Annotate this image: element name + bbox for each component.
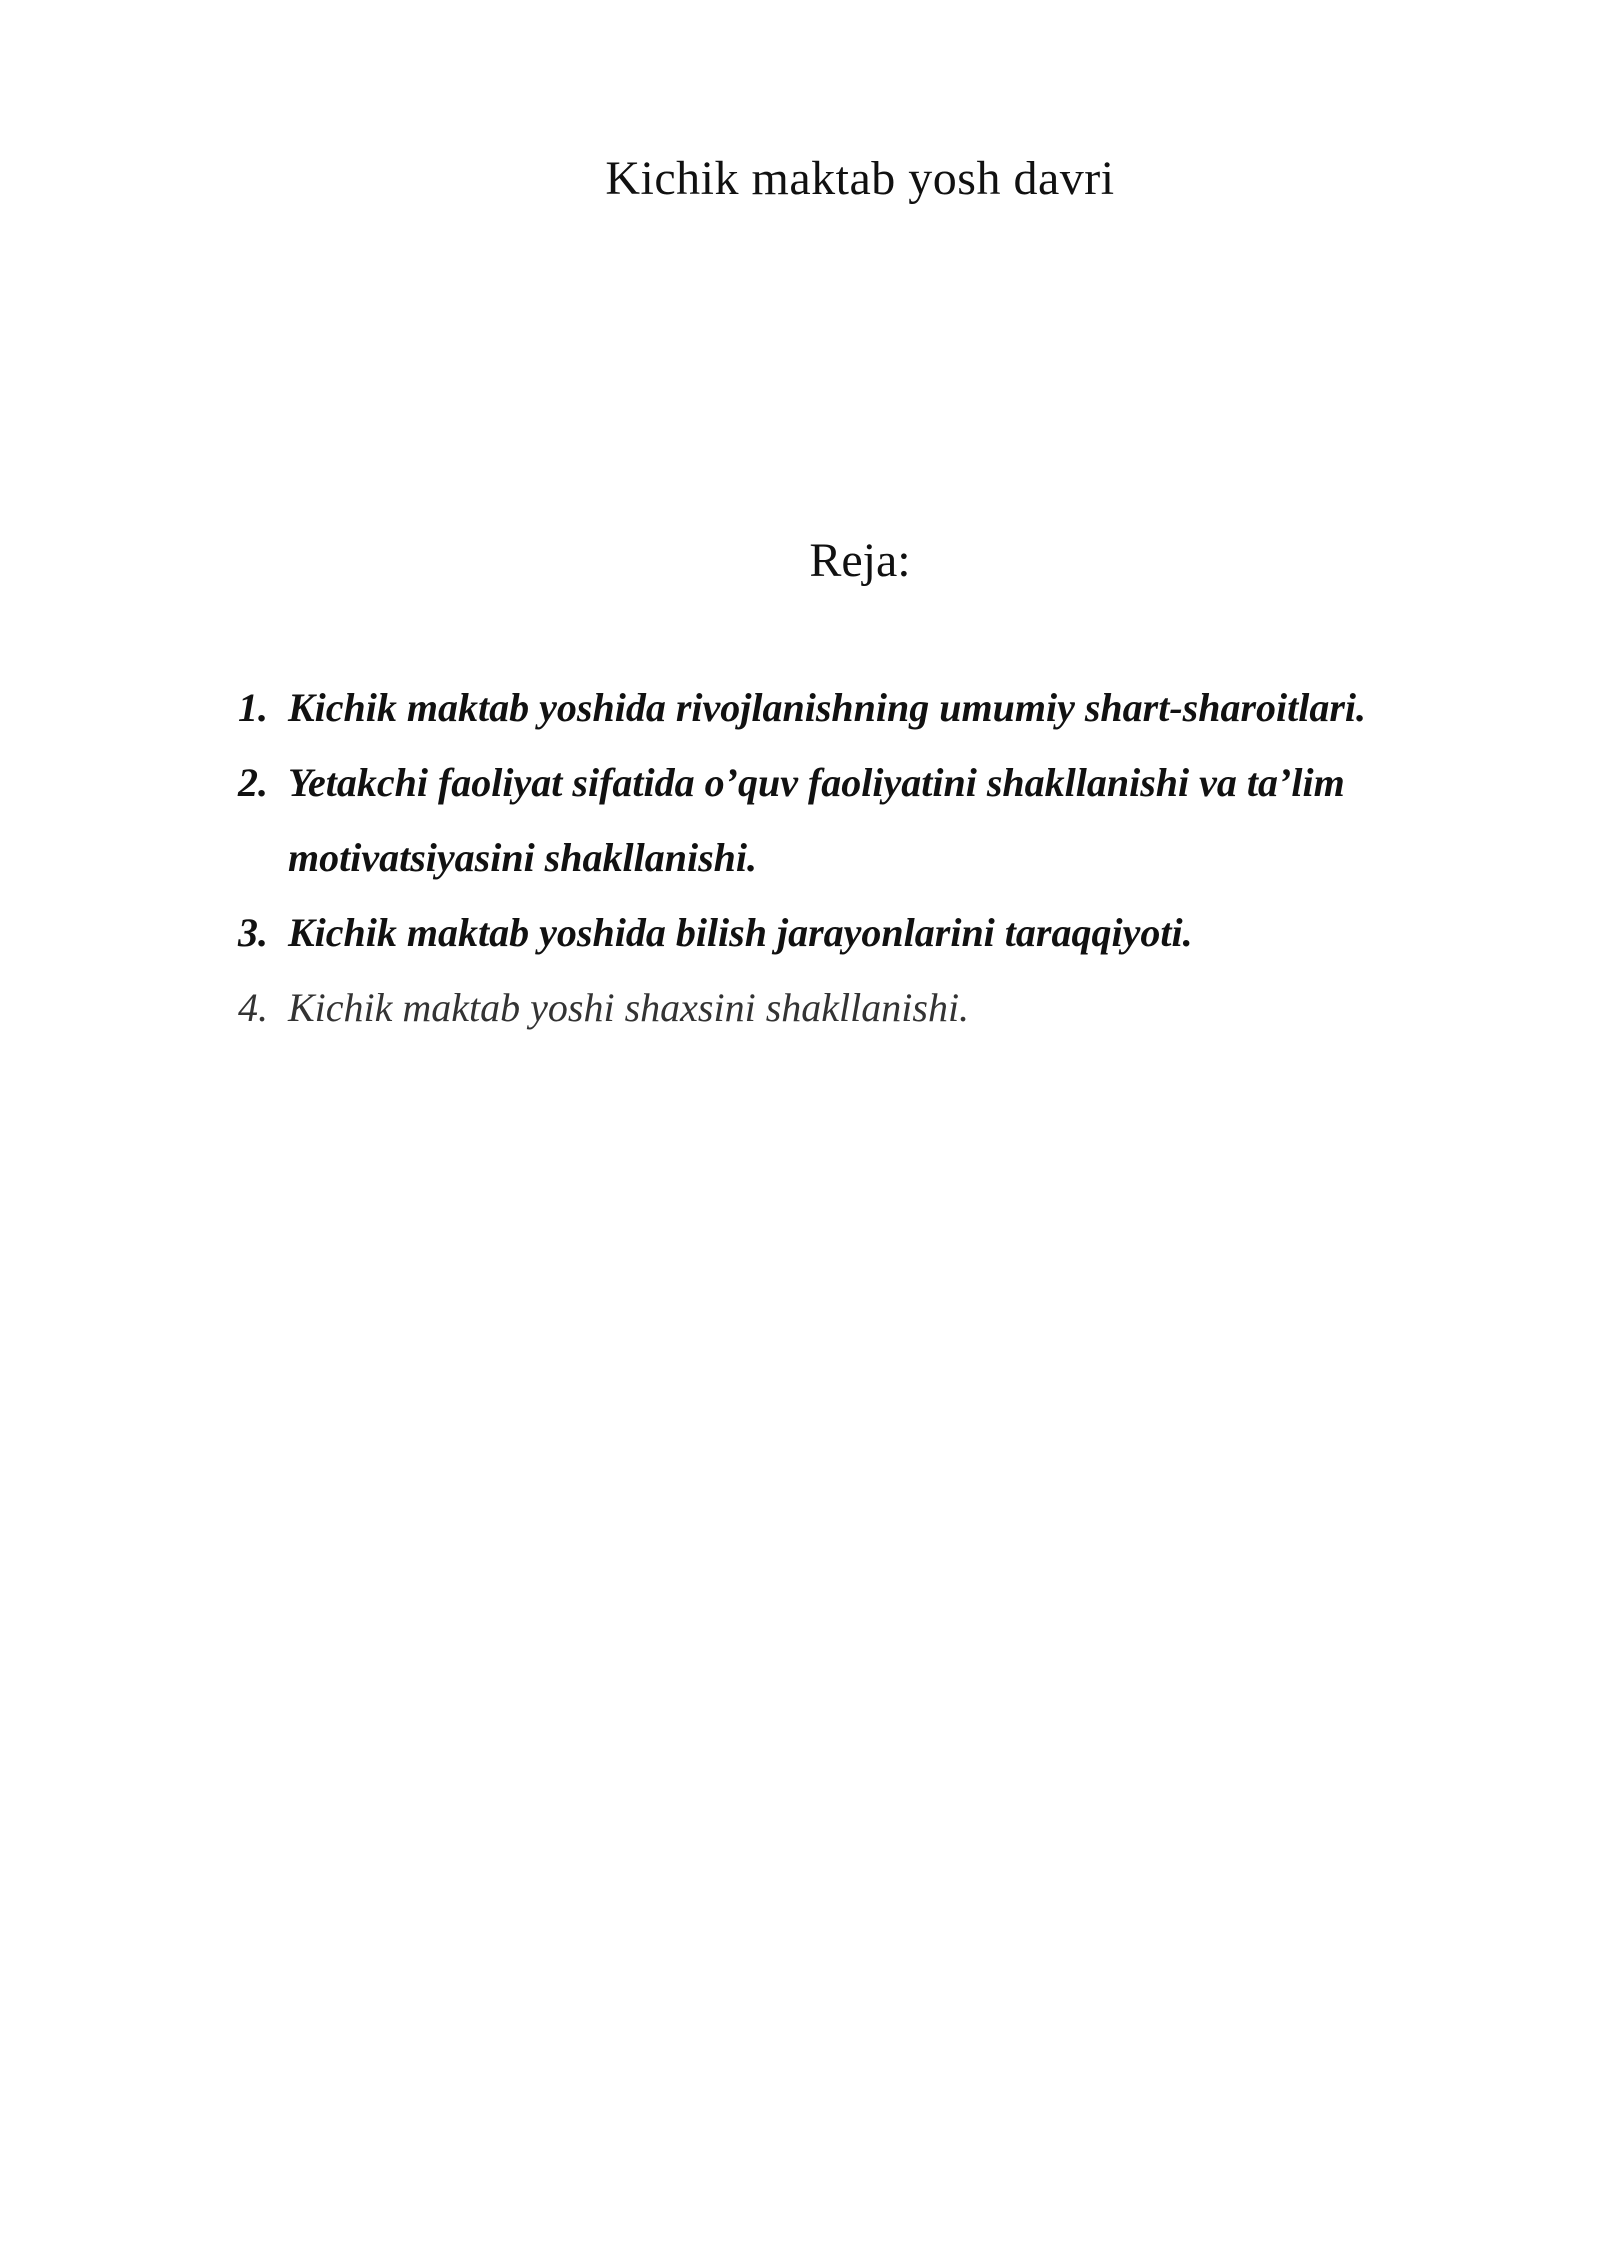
plan-item [238, 670, 1418, 745]
plan-item-text: Kichik maktab yoshi shaxsini shakllanishi. [288, 985, 970, 1030]
plan-item-number: 4. [238, 985, 268, 1030]
plan-item-text: Kichik maktab yoshida bilish jarayonlarini taraqqiyoti. [288, 910, 1193, 955]
plan-heading: Reja: [809, 534, 911, 587]
plan-item [238, 895, 1418, 970]
plan-item-text: Kichik maktab yoshida rivojlanishning umumiy shart-sharoitlari. [288, 685, 1367, 730]
plan-item-number: 3. [238, 910, 268, 955]
plan-item-text: Yetakchi faoliyat sifatida o’quv faoliyatini shakllanishi va ta’lim motivatsiyasini shakllanishi. [288, 760, 1345, 880]
plan-item [238, 970, 1418, 1045]
document-title: Kichik maktab yosh davri [605, 152, 1115, 205]
plan-list [238, 670, 1418, 1045]
plan-item-number: 1. [238, 685, 268, 730]
plan-item-number: 2. [238, 760, 268, 805]
plan-item [238, 745, 1418, 895]
